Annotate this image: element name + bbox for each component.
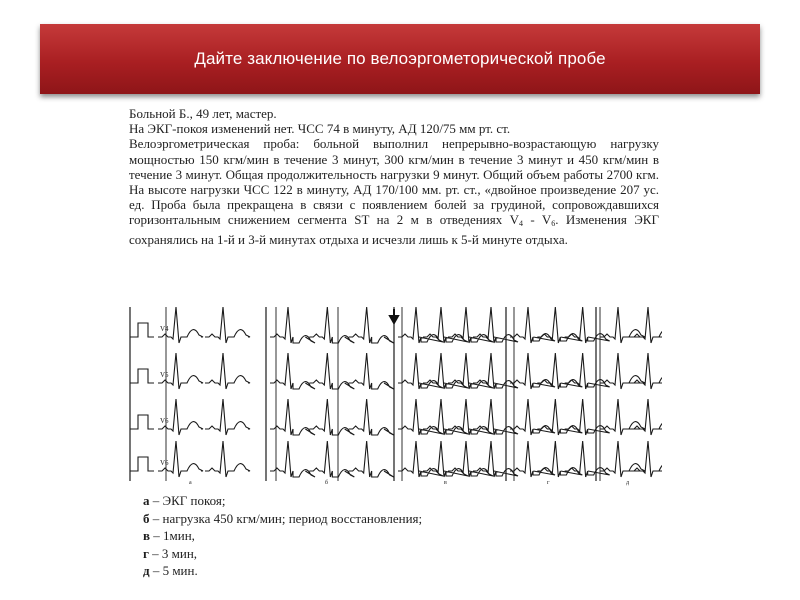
ecg-figure [126, 303, 662, 487]
lead-to-subscript: 6 [551, 219, 556, 229]
lead-from-subscript: 4 [518, 219, 523, 229]
ecg-trace [600, 441, 662, 477]
test-main-text: Велоэргометрическая проба: больной выполнил непрерывно-возрастающую нагрузку мощностью 150 кгм/мин в течение 3 минут, 300 кгм/мин в течение 3 минут и 450 кгм/мин в течение 3 минут. Общая продолжительность нагрузки 9 минут. Общий объем работы 2700 кгм. На высоте нагрузки ЧСС 122 в минуту, АД 170/100 мм. рт. ст., «двойное произведение 207 ус. ед. Проба была прекращена в связи с появлением болей за грудиной, сопровождавшихся горизонтальным снижением сегмента ST на 2 м в отведениях V [129, 136, 659, 228]
ecg-trace [510, 353, 610, 389]
ecg-trace [398, 307, 518, 343]
ecg-trace [600, 353, 662, 389]
test-end-text: . Изменения ЭКГ сохранялись на 1-й и 3-й минутах отдыха и исчезли лишь к 5-й минуте отдыха. [129, 212, 659, 247]
ecg-lead-label: V6 [160, 417, 169, 425]
legend-item: д – 5 мин. [143, 563, 198, 578]
ecg-trace [130, 441, 250, 477]
ecg-panel-label: б [325, 480, 329, 486]
ecg-trace [270, 399, 394, 435]
ecg-trace [600, 307, 662, 343]
legend-item: г – 3 мин, [143, 545, 198, 561]
ecg-trace [398, 441, 518, 477]
patient-line: Больной Б., 49 лет, мастер. [129, 106, 277, 121]
ecg-trace [130, 399, 250, 435]
down-arrow-icon [390, 309, 398, 323]
ecg-trace [398, 399, 518, 435]
ecg-panel-label: д [626, 480, 630, 486]
slide-title: Дайте заключение по велоэргометорической пробе [194, 49, 606, 68]
ecg-trace [270, 307, 394, 343]
ecg-trace [270, 441, 394, 477]
ecg-panel-label: г [547, 480, 550, 486]
test-paragraph [129, 136, 659, 246]
case-description [129, 106, 659, 247]
ecg-trace [510, 307, 610, 343]
legend-item: в – 1мин, [143, 528, 195, 543]
ecg-lead-label: V5 [160, 371, 169, 379]
legend-item: а – ЭКГ покоя; [143, 493, 226, 508]
ecg-lead-label: V4 [160, 325, 169, 333]
ecg-lead-label: V6 [160, 459, 169, 467]
ecg-trace [510, 399, 610, 435]
ecg-trace [510, 441, 610, 477]
ecg-panel-label: а [189, 480, 192, 486]
lead-dash: - V [522, 212, 552, 228]
title-banner [40, 24, 760, 94]
ecg-trace [270, 353, 394, 389]
ecg-trace [130, 353, 250, 389]
ecg-panel-label: в [444, 480, 447, 486]
legend-item: б – нагрузка 450 кгм/мин; период восстановления; [143, 510, 423, 526]
rest-ecg-line: На ЭКГ-покоя изменений нет. ЧСС 74 в минуту, АД 120/75 мм рт. ст. [129, 121, 511, 137]
ecg-trace [600, 399, 662, 435]
ecg-trace [398, 353, 518, 389]
ecg-trace [130, 307, 250, 343]
figure-legend [143, 492, 422, 580]
